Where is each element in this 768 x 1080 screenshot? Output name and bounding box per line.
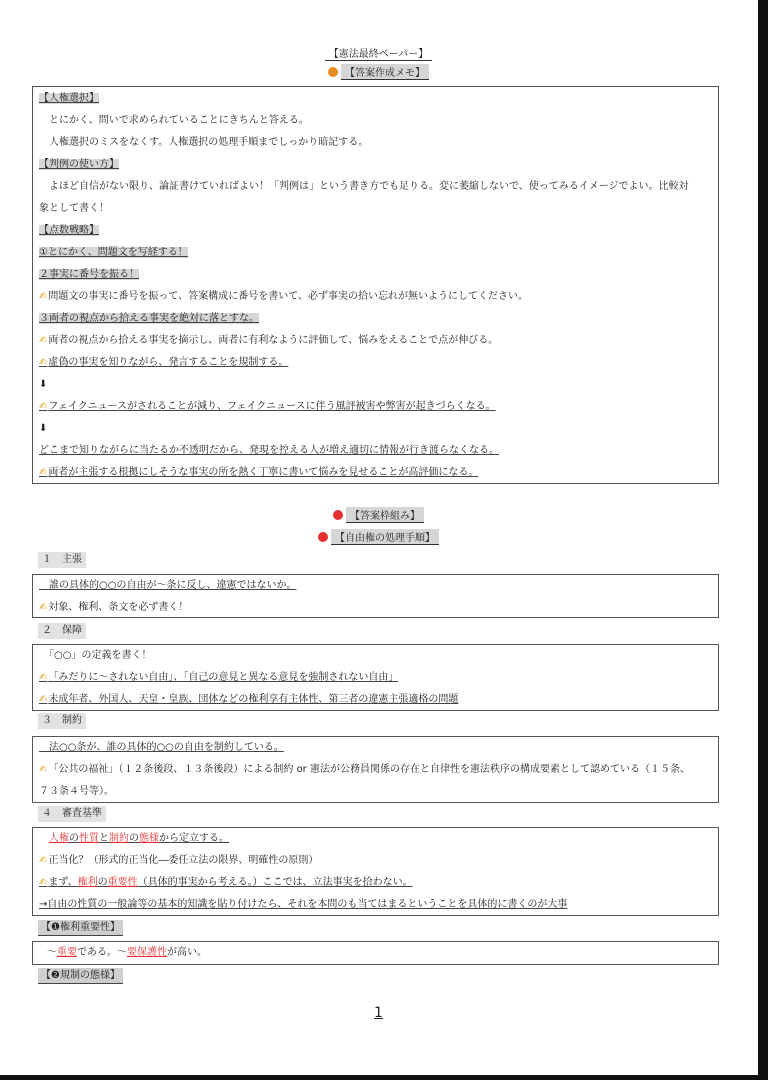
pencil-icon: ✍	[39, 855, 48, 866]
pencil-icon: ✍	[39, 877, 48, 888]
section-label-standard: ４ 審査基準	[38, 806, 106, 822]
importance-box	[32, 941, 719, 965]
pencil-icon: ✍	[39, 602, 48, 613]
text-line: ✍未成年者、外国人、天皇・皇族、団体などの権利享有主体性、第三者の違憲主張適格の問題	[39, 694, 459, 705]
section-label-guarantee: ２ 保障	[38, 623, 86, 639]
pencil-icon: ✍	[39, 467, 48, 478]
strategy-1: ①とにかく、問題文を写経する！	[39, 247, 188, 258]
strategy-2: ２事実に番号を振る！	[39, 269, 139, 280]
pencil-icon: ✍	[39, 335, 48, 346]
guarantee-box	[32, 644, 719, 711]
heading-rights: 【人権選択】	[39, 93, 99, 104]
pencil-icon: ✍	[39, 357, 48, 368]
section-label-restriction: ３ 制約	[38, 713, 86, 729]
text-line: 「○○」の定義を書く！	[39, 650, 152, 661]
standard-box	[32, 827, 719, 916]
text-line: ✍「公共の福祉」（１２条後段、１３条後段）による制約 or 憲法が公務員関係の存在と自律性を憲法秩序の構成要素として認めている（１５条、	[39, 764, 690, 775]
text-line: →自由の性質の一般論等の基本的知識を貼り付けたら、それを本問のも当てはまるということを具体的に書くのが大事	[39, 899, 568, 910]
down-arrow-icon: ⬇	[39, 379, 48, 390]
pencil-icon: ✍	[39, 291, 48, 302]
document-title: 【憲法最終ペーパー】	[0, 45, 757, 61]
scan-border-right	[758, 0, 768, 1080]
text-line: どこまで知りながらに当たるか不透明だから、発現を控える人が増え適切に情報が行き渡らなくなる。	[39, 445, 499, 456]
restriction-box	[32, 736, 719, 803]
text-line: ✍フェイクニュースがされることが減り、フェイクニュースに伴う風評被害や弊害が起きづらくなる。	[39, 401, 496, 412]
pencil-icon: ✍	[39, 672, 48, 683]
pencil-icon: ✍	[39, 401, 48, 412]
text-line: よほど自信がない限り、論証書けていればよい！「判例は」という書き方でも足りる。変に萎縮しないで、使ってみるイメージでよい。比較対	[39, 181, 689, 192]
text-line: ✍まず、権利の重要性（具体的事実から考える。）ここでは、立法事実を拾わない。	[39, 877, 413, 888]
scan-border-bottom	[0, 1075, 768, 1080]
section-label-claim: １ 主張	[38, 552, 86, 568]
memo-box	[32, 86, 719, 484]
text-line: ✍「みだりに～されない自由」、「自己の意見と異なる意見を強制されない自由」	[39, 672, 399, 683]
text-line: ✍両者の視点から拾える事実を摘示し、両者に有利なように評価して、悩みをえることで点が伸びる。	[39, 335, 499, 346]
pencil-icon: ✍	[39, 764, 48, 775]
text-line: ✍虚偽の事実を知りながら、発言することを規制する。	[39, 357, 289, 368]
page-number: 1	[374, 1005, 383, 1021]
text-line: ✍問題文の事実に番号を振って、答案構成に番号を書いて、必ず事実の拾い忘れが無いようにしてください。	[39, 291, 528, 302]
heading-strategy: 【点数戦略】	[39, 225, 99, 236]
text-line: ✍対象、権利、条文を必ず書く！	[39, 602, 189, 613]
red-bullet-icon	[333, 510, 343, 520]
orange-bullet-icon	[328, 67, 338, 77]
heading-cases: 【判例の使い方】	[39, 159, 119, 170]
text-line: ～重要である。～要保護性が高い。	[47, 947, 207, 958]
framework-subtitle: 【自由権の処理手順】	[0, 529, 757, 545]
strategy-3: ３両者の視点から拾える事実を絶対に落とすな。	[39, 313, 259, 324]
sub-label-right-importance: 【❶権利重要性】	[38, 920, 123, 936]
text-line: 人権の性質と制約の態様から定立する。	[49, 833, 229, 844]
down-arrow-icon: ⬇	[39, 423, 48, 434]
text-line: 人権選択のミスをなくす。人権選択の処理手順までしっかり暗記する。	[39, 137, 369, 148]
pencil-icon: ✍	[39, 694, 48, 705]
text-line: ✍正当化？（形式的正当化―委任立法の限界、明確性の原則）	[39, 855, 319, 866]
claim-box	[32, 574, 719, 618]
memo-title: 【答案作成メモ】	[0, 64, 757, 80]
framework-title: 【答案枠組み】	[0, 507, 757, 523]
text-line: ✍両者が主張する根拠にしそうな事実の所を熱く丁寧に書いて悩みを見せることが高評価になる。	[39, 467, 479, 478]
sub-label-regulation-manner: 【❷規制の態様】	[38, 968, 123, 984]
text-line: 法○○条が、誰の具体的○○の自由を制約している。	[39, 742, 284, 753]
text-line: ７３条４号等）。	[39, 786, 114, 797]
text-line: とにかく、問いで求められていることにきちんと答える。	[39, 115, 309, 126]
text-line: 象として書く！	[39, 203, 109, 214]
red-bullet-icon	[318, 532, 328, 542]
text-line: 誰の具体的○○の自由が～条に反し、違憲ではないか。	[39, 580, 297, 591]
